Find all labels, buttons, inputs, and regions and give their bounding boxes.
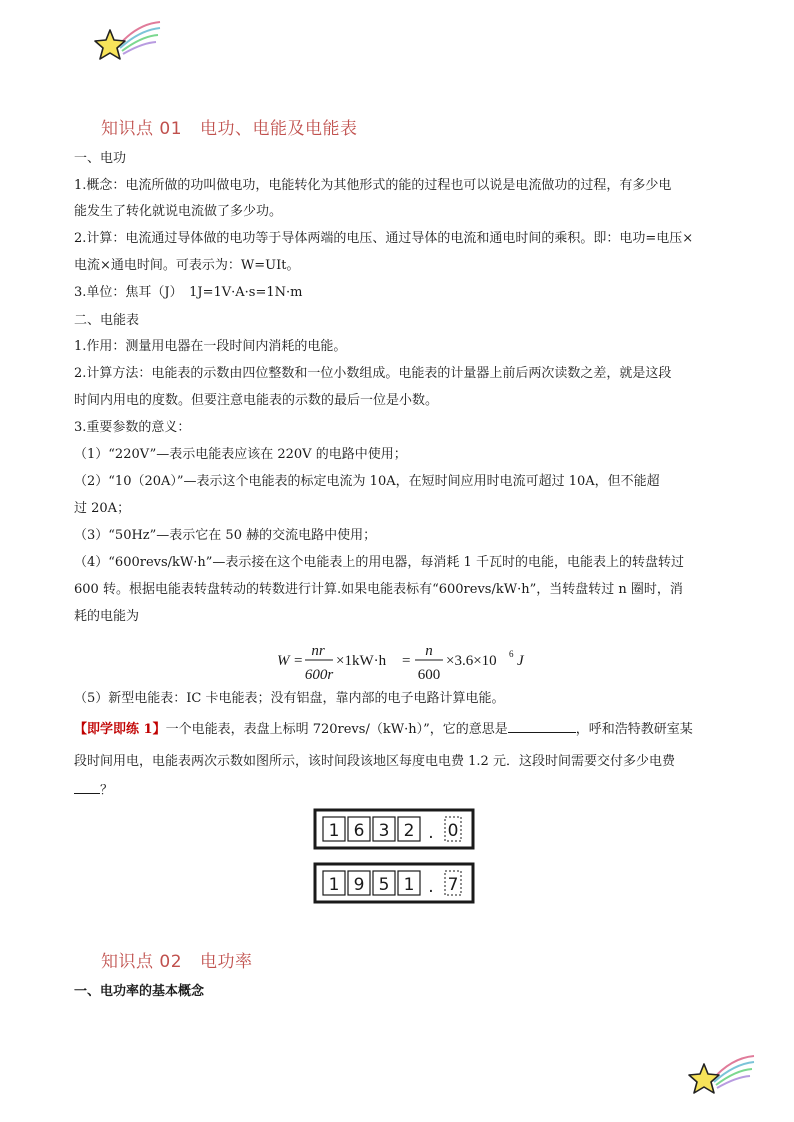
formula-equals: =	[402, 653, 411, 669]
paragraph-line: 能发生了转化就说电流做了多少功。	[74, 204, 283, 219]
exercise-text: 一个电能表，表盘上标明 720revs/（kW·h）”，它的意思是	[165, 722, 508, 737]
exercise-line: 段时间用电，电能表两次示数如图所示，该时间段该地区每度电电费 1.2 元．这段时间需要交付多少电费	[74, 754, 675, 769]
meter-readings-figure	[313, 808, 475, 908]
paragraph-line: 2.计算方法：电能表的示数由四位整数和一位小数组成。电能表的计量器上前后两次读数之差，就是这段	[74, 366, 672, 381]
heading-title: 电功、电能及电能表	[200, 119, 358, 139]
meter-decimal-point: .	[428, 823, 434, 843]
meter-digit: 1	[328, 875, 340, 895]
exercise-text: ？	[100, 783, 114, 798]
paragraph-line: （1）“220V”—表示电能表应该在 220V 的电路中使用；	[74, 447, 407, 462]
meter-decimal-digit: 7	[447, 875, 459, 895]
meter-digit: 5	[378, 875, 390, 895]
subsection-title: 二、电能表	[74, 313, 140, 328]
section-heading-01	[101, 114, 358, 139]
paragraph-line: 3.重要参数的意义：	[74, 420, 191, 435]
heading-number: 知识点 02	[101, 952, 183, 972]
meter-decimal-digit: 0	[447, 821, 459, 841]
meter-digit: 1	[403, 875, 415, 895]
exercise-line	[74, 719, 693, 739]
formula-numerator: nr	[311, 643, 325, 659]
meter-reading-1	[315, 810, 473, 848]
paragraph-line: 时间内用电的度数。但要注意电能表的示数的最后一位是小数。	[74, 393, 439, 408]
formula-denominator: 600r	[304, 667, 334, 683]
formula-middle: ×1kW·h	[336, 653, 387, 669]
section-heading-02	[101, 947, 253, 972]
formula-numerator: n	[425, 643, 433, 659]
paragraph-line: 耗的电能为	[74, 609, 140, 624]
meter-digit: 3	[378, 821, 390, 841]
answer-blank[interactable]	[508, 719, 576, 733]
energy-formula	[277, 638, 557, 684]
paragraph-line: 1.作用：测量用电器在一段时间内消耗的电能。	[74, 339, 347, 354]
meter-reading-2	[315, 864, 473, 902]
paragraph-line: （3）“50Hz”—表示它在 50 赫的交流电路中使用；	[74, 528, 377, 543]
paragraph-line: （2）“10（20A）”—表示这个电能表的标定电流为 10A，在短时间应用时电流可超过 10A，但不能超	[74, 474, 660, 489]
subsection-title: 一、电功	[74, 151, 127, 166]
shooting-star-icon	[686, 1050, 756, 1098]
paragraph-line: 3.单位：焦耳（J） 1J=1V·A·s=1N·m	[74, 285, 303, 300]
paragraph-line: 2.计算：电流通过导体做的电功等于导体两端的电压、通过导体的电流和通电时间的乘积。即：电功=电压×	[74, 231, 694, 246]
exercise-tag: 【即学即练 1】	[74, 722, 166, 737]
formula-unit: J	[517, 653, 524, 669]
formula-exponent: 6	[509, 649, 514, 659]
meter-digit: 9	[353, 875, 365, 895]
paragraph-line: 1.概念：电流所做的功叫做电功，电能转化为其他形式的能的过程也可以说是电流做功的过程，有多少电	[74, 178, 672, 193]
meter-digit: 1	[328, 821, 340, 841]
heading-title: 电功率	[200, 952, 253, 972]
paragraph-line: 过 20A；	[74, 501, 131, 516]
meter-digit: 6	[353, 821, 365, 841]
exercise-line	[74, 780, 113, 800]
paragraph-line: 600 转。根据电能表转盘转动的转数进行计算.如果电能表标有“600revs/kW·h”，当转盘转过 n 圈时，消	[74, 582, 683, 597]
answer-blank[interactable]	[74, 780, 100, 794]
paragraph-line: 电流×通电时间。可表示为：W=UIt。	[74, 258, 300, 273]
heading-number: 知识点 01	[101, 119, 183, 139]
formula-equals: =	[294, 653, 303, 669]
formula-tail: ×3.6×10	[446, 653, 497, 669]
subsection-title: 一、电功率的基本概念	[74, 984, 205, 999]
paragraph-line: （5）新型电能表：IC 卡电能表；没有铝盘，靠内部的电子电路计算电能。	[74, 691, 505, 706]
paragraph-line: （4）“600revs/kW·h”—表示接在这个电能表上的用电器，每消耗 1 千瓦时的电能，电能表上的转盘转过	[74, 555, 684, 570]
meter-digit: 2	[403, 821, 415, 841]
formula-denominator: 600	[417, 667, 441, 683]
formula-w: W	[277, 653, 290, 669]
meter-decimal-point: .	[428, 877, 434, 897]
exercise-text: ，呼和浩特教研室某	[575, 722, 693, 737]
shooting-star-icon	[92, 16, 162, 64]
